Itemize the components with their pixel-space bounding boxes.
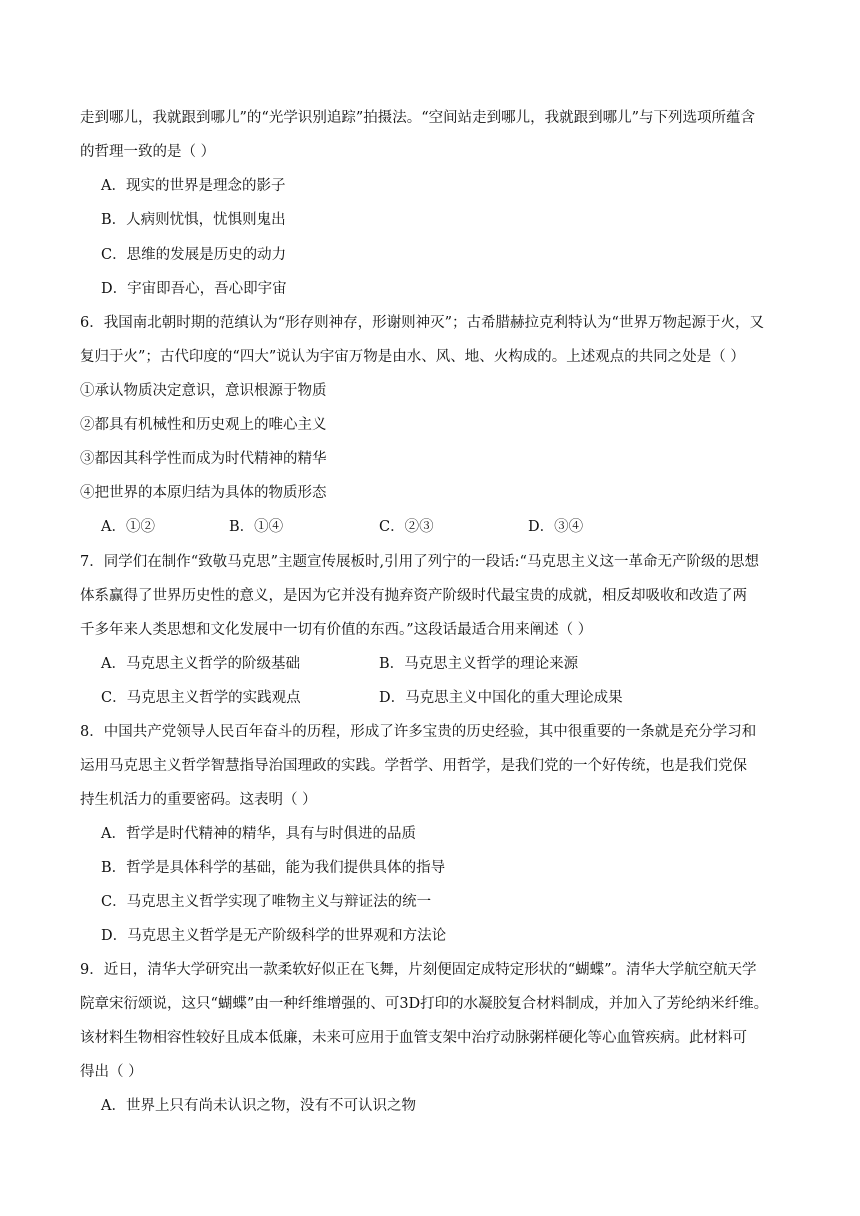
q7-option-a: A．马克思主义哲学的阶级基础: [101, 656, 300, 672]
q6-option-d: D．③④: [528, 519, 584, 535]
q6-stem-line-1: 6．我国南北朝时期的范缜认为“形存则神存，形谢则神灭”；古希腊赫拉克利特认为“世界万物起源于火，又: [80, 315, 764, 331]
q9-stem-line-2: 院章宋衍颂说，这只“蝴蝶”由一种纤维增强的、可3D打印的水凝胶复合材料制成，并加入了芳纶纳米纤维。: [80, 996, 769, 1012]
q8-option-d: D．马克思主义哲学是无产阶级科学的世界观和方法论: [101, 928, 447, 944]
q6-stem-line-2: 复归于火”；古代印度的“四大”说认为宇宙万物是由水、风、地、火构成的。上述观点的共同之处是（ ）: [80, 349, 745, 365]
q5-option-a: A．现实的世界是理念的影子: [101, 178, 286, 194]
q8-stem-line-3: 持生机活力的重要密码。这表明（ ）: [80, 792, 317, 808]
q9-option-a: A．世界上只有尚未认识之物，没有不可认识之物: [101, 1098, 416, 1114]
q5-stem-line-2: 的哲理一致的是（ ）: [80, 144, 216, 160]
q6-option-a: A．①②: [101, 519, 155, 535]
q7-option-b: B．马克思主义哲学的理论来源: [379, 656, 579, 672]
q9-stem-line-4: 得出（ ）: [80, 1064, 143, 1080]
q6-option-b: B．①④: [229, 519, 284, 535]
q5-option-d: D．宇宙即吾心，吾心即宇宙: [101, 281, 287, 297]
q9-stem-line-3: 该材料生物相容性较好且成本低廉，未来可应用于血管支架中治疗动脉粥样硬化等心血管疾病。此材料可: [80, 1030, 747, 1046]
q5-option-b: B．人病则忧惧，忧惧则鬼出: [101, 212, 286, 228]
q8-option-a: A．哲学是时代精神的精华，具有与时俱进的品质: [101, 826, 416, 842]
q6-statement-2: ②都具有机械性和历史观上的唯心主义: [80, 417, 327, 433]
q8-stem-line-2: 运用马克思主义哲学智慧指导治国理政的实践。学哲学、用哲学，是我们党的一个好传统，也是我们党保: [80, 758, 747, 774]
q6-statement-4: ④把世界的本原归结为具体的物质形态: [80, 485, 327, 501]
q5-option-c: C．思维的发展是历史的动力: [101, 247, 287, 263]
q8-option-b: B．哲学是具体科学的基础，能为我们提供具体的指导: [101, 860, 446, 876]
q6-statement-1: ①承认物质决定意识，意识根源于物质: [80, 383, 327, 399]
q7-stem-line-2: 体系赢得了世界历史性的意义，是因为它并没有抛弃资产阶级时代最宝贵的成就，相反却吸收和改造了两: [80, 588, 747, 604]
q5-stem-line-1: 走到哪儿，我就跟到哪儿”的“光学识别追踪”拍摄法。“空间站走到哪儿，我就跟到哪儿”与下列选项所蕴含: [80, 110, 756, 126]
q7-option-d: D．马克思主义中国化的重大理论成果: [379, 690, 623, 706]
q8-option-c: C．马克思主义哲学实现了唯物主义与辩证法的统一: [101, 894, 432, 910]
q7-stem-line-3: 千多年来人类思想和文化发展中一切有价值的东西。”这段话最适合用来阐述（ ）: [80, 622, 593, 638]
q6-statement-3: ③都因其科学性而成为时代精神的精华: [80, 451, 327, 467]
q7-stem-line-1: 7．同学们在制作“致敬马克思”主题宣传展板时,引用了列宁的一段话:“马克思主义这一革命无产阶级的思想: [80, 554, 759, 570]
q7-option-c: C．马克思主义哲学的实践观点: [101, 690, 301, 706]
q9-stem-line-1: 9．近日，清华大学研究出一款柔软好似正在飞舞，片刻便固定成特定形状的“蝴蝶”。清华大学航空航天学: [80, 962, 757, 978]
q6-option-c: C．②③: [379, 519, 434, 535]
q8-stem-line-1: 8．中国共产党领导人民百年奋斗的历程，形成了许多宝贵的历史经验，其中很重要的一条就是充分学习和: [80, 724, 757, 740]
